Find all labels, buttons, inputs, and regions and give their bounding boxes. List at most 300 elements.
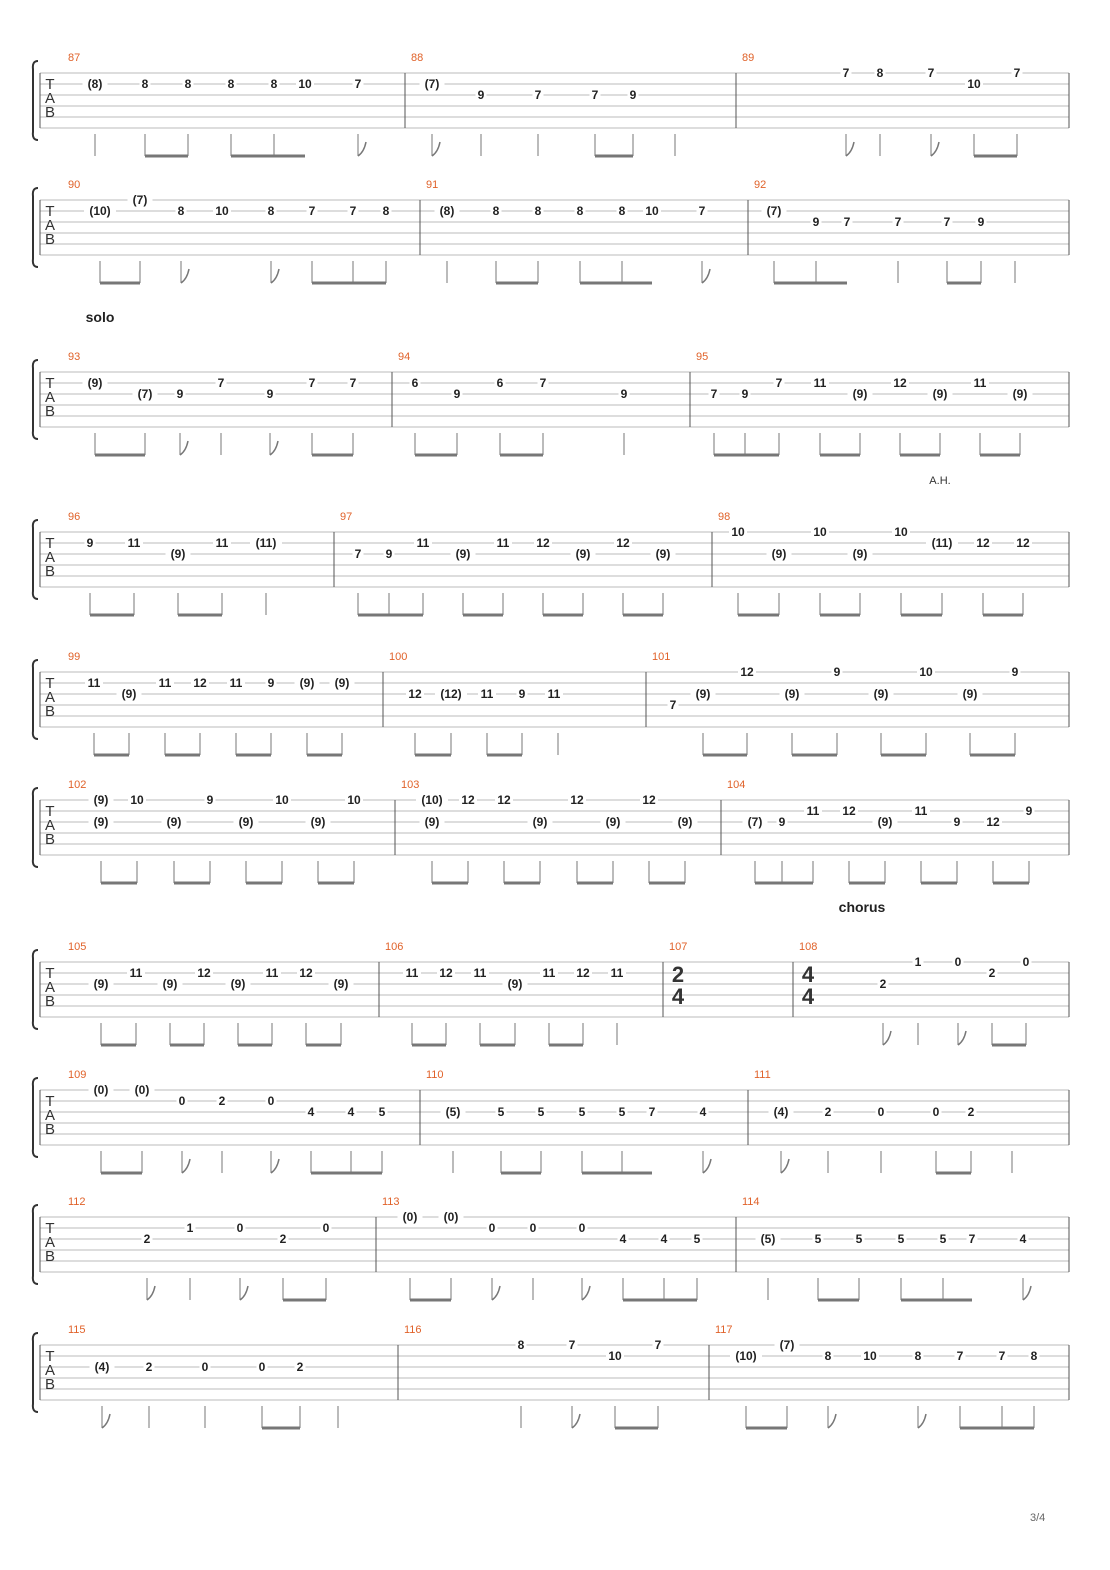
fret-number: 10: [298, 77, 312, 91]
fret-number: 2: [988, 966, 996, 980]
fret-number: 9: [266, 387, 274, 401]
fret-number: 5: [618, 1105, 626, 1119]
system-bracket: [33, 1078, 38, 1157]
fret-number: 9: [518, 687, 526, 701]
tab-label-b: B: [44, 1376, 56, 1393]
fret-number: (7): [779, 1338, 795, 1352]
fret-number: 9: [812, 215, 820, 229]
fret-number: 0: [529, 1221, 537, 1235]
fret-number: (9): [170, 547, 186, 561]
fret-number: 11: [914, 804, 928, 818]
fret-number: (9): [932, 387, 948, 401]
fret-number: (7): [766, 204, 782, 218]
tab-label-t: T: [45, 965, 55, 982]
fret-number: 11: [87, 676, 101, 690]
fret-number: 7: [539, 376, 547, 390]
fret-number: 8: [534, 204, 542, 218]
fret-number: 7: [943, 215, 951, 229]
measure-number: 93: [68, 351, 81, 363]
fret-number: 0: [322, 1221, 330, 1235]
fret-number: 11: [496, 536, 510, 550]
fret-number: 7: [591, 88, 599, 102]
fret-number: (4): [773, 1105, 789, 1119]
fret-number: (10): [89, 204, 111, 218]
fret-number: 7: [217, 376, 225, 390]
fret-number: 0: [578, 1221, 586, 1235]
time-signature-bottom: 4: [801, 984, 815, 1009]
note-flag: [572, 1414, 580, 1428]
fret-number: 12: [197, 966, 211, 980]
fret-number: 12: [642, 793, 656, 807]
note-flag: [271, 1159, 279, 1173]
system-bracket: [33, 188, 38, 267]
fret-number: 7: [568, 1338, 576, 1352]
fret-number: 4: [660, 1232, 668, 1246]
measure-number: 92: [754, 179, 767, 191]
note-flag: [271, 269, 279, 283]
tab-label-b: B: [44, 1248, 56, 1265]
fret-number: 10: [813, 525, 827, 539]
fret-number: 4: [1019, 1232, 1027, 1246]
tab-label-a: A: [44, 1234, 56, 1251]
fret-number: 7: [308, 376, 316, 390]
fret-number: 4: [347, 1105, 355, 1119]
tab-label-b: B: [44, 231, 56, 248]
fret-number: 11: [480, 687, 494, 701]
note-flag: [182, 1159, 190, 1173]
fret-number: 8: [184, 77, 192, 91]
fret-number: 9: [1011, 665, 1019, 679]
fret-number: 12: [576, 966, 590, 980]
system-bracket: [33, 950, 38, 1029]
fret-number: 6: [496, 376, 504, 390]
tab-label-t: T: [45, 1220, 55, 1237]
tab-label-t: T: [45, 535, 55, 552]
tab-label-a: A: [44, 217, 56, 234]
measure-number: 90: [68, 179, 81, 191]
tab-label-b: B: [44, 831, 56, 848]
fret-number: (9): [93, 977, 109, 991]
fret-number: 10: [863, 1349, 877, 1363]
fret-number: 11: [215, 536, 229, 550]
fret-number: 7: [842, 66, 850, 80]
measure-number: 114: [742, 1196, 760, 1208]
fret-number: 10: [967, 77, 981, 91]
fret-number: 4: [619, 1232, 627, 1246]
fret-number: 5: [855, 1232, 863, 1246]
measure-number: 112: [68, 1196, 86, 1208]
fret-number: 11: [416, 536, 430, 550]
fret-number: 7: [843, 215, 851, 229]
fret-number: 9: [1025, 804, 1033, 818]
fret-number: 12: [536, 536, 550, 550]
fret-number: 11: [127, 536, 141, 550]
fret-number: (9): [532, 815, 548, 829]
fret-number: 8: [517, 1338, 525, 1352]
measure-number: 113: [382, 1196, 400, 1208]
fret-number: 12: [893, 376, 907, 390]
measure-number: 94: [398, 351, 411, 363]
fret-number: 5: [939, 1232, 947, 1246]
fret-number: (9): [852, 547, 868, 561]
time-signature-top: 4: [801, 962, 815, 987]
fret-number: 7: [710, 387, 718, 401]
page-number: 3/4: [1030, 1512, 1046, 1524]
tab-label-t: T: [45, 675, 55, 692]
fret-number: (0): [402, 1210, 418, 1224]
note-flag: [703, 1159, 711, 1173]
fret-number: 7: [349, 376, 357, 390]
fret-number: 0: [236, 1221, 244, 1235]
fret-number: 7: [669, 698, 677, 712]
fret-number: (9): [962, 687, 978, 701]
fret-number: (11): [255, 536, 277, 550]
tab-label-a: A: [44, 549, 56, 566]
fret-number: 12: [842, 804, 856, 818]
fret-number: 5: [693, 1232, 701, 1246]
note-flag: [270, 441, 278, 455]
fret-number: 2: [145, 1360, 153, 1374]
fret-number: (9): [575, 547, 591, 561]
fret-number: 8: [576, 204, 584, 218]
note-flag: [492, 1286, 500, 1300]
fret-number: 12: [976, 536, 990, 550]
measure-number: 102: [68, 779, 87, 791]
fret-number: (5): [445, 1105, 461, 1119]
tab-label-a: A: [44, 1107, 56, 1124]
fret-number: 11: [229, 676, 243, 690]
fret-number: 0: [932, 1105, 940, 1119]
measure-number: 104: [727, 779, 746, 791]
fret-number: (7): [747, 815, 763, 829]
fret-number: (10): [421, 793, 443, 807]
note-flag: [180, 441, 188, 455]
fret-number: (9): [334, 676, 350, 690]
note-flag: [582, 1286, 590, 1300]
fret-number: 8: [270, 77, 278, 91]
measure-number: 101: [652, 651, 671, 663]
fret-number: 9: [477, 88, 485, 102]
fret-number: 7: [534, 88, 542, 102]
tab-label-b: B: [44, 993, 56, 1010]
fret-number: 11: [813, 376, 827, 390]
fret-number: (0): [443, 1210, 459, 1224]
measure-number: 108: [799, 941, 818, 953]
fret-number: (9): [121, 687, 137, 701]
fret-number: 2: [143, 1232, 151, 1246]
fret-number: 9: [833, 665, 841, 679]
fret-number: 7: [349, 204, 357, 218]
fret-number: 6: [411, 376, 419, 390]
fret-number: (9): [852, 387, 868, 401]
fret-number: (9): [93, 815, 109, 829]
fret-number: 11: [158, 676, 172, 690]
measure-number: 89: [742, 52, 755, 64]
system-bracket: [33, 788, 38, 867]
tab-label-b: B: [44, 563, 56, 580]
fret-number: 2: [279, 1232, 287, 1246]
fret-number: 5: [578, 1105, 586, 1119]
fret-number: 0: [201, 1360, 209, 1374]
system-bracket: [33, 660, 38, 739]
fret-number: 5: [497, 1105, 505, 1119]
fret-number: (9): [166, 815, 182, 829]
fret-number: 8: [914, 1349, 922, 1363]
fret-number: (10): [735, 1349, 757, 1363]
fret-number: 8: [824, 1349, 832, 1363]
fret-number: 11: [806, 804, 820, 818]
measure-number: 117: [715, 1324, 733, 1336]
fret-number: (9): [771, 547, 787, 561]
measure-number: 109: [68, 1069, 87, 1081]
fret-number: (9): [677, 815, 693, 829]
measure-number: 95: [696, 351, 709, 363]
tab-label-t: T: [45, 803, 55, 820]
fret-number: 7: [998, 1349, 1006, 1363]
fret-number: 7: [354, 547, 362, 561]
measure-number: 98: [718, 511, 731, 523]
section-label-chorus: chorus: [838, 899, 886, 915]
measure-number: 105: [68, 941, 87, 953]
fret-number: 11: [265, 966, 279, 980]
fret-number: 10: [645, 204, 659, 218]
note-flag: [432, 142, 440, 156]
tab-label-a: A: [44, 689, 56, 706]
fret-number: 4: [699, 1105, 707, 1119]
fret-number: (7): [137, 387, 153, 401]
tab-label-a: A: [44, 979, 56, 996]
measure-number: 96: [68, 511, 81, 523]
note-flag: [102, 1414, 110, 1428]
fret-number: 7: [775, 376, 783, 390]
fret-number: 7: [927, 66, 935, 80]
fret-number: 8: [141, 77, 149, 91]
fret-number: 9: [86, 536, 94, 550]
tab-label-t: T: [45, 203, 55, 220]
fret-number: 12: [193, 676, 207, 690]
time-signature-top: 2: [671, 962, 685, 987]
note-flag: [846, 142, 854, 156]
fret-number: 12: [986, 815, 1000, 829]
fret-number: (7): [424, 77, 440, 91]
tab-label-a: A: [44, 1362, 56, 1379]
tab-label-b: B: [44, 1121, 56, 1138]
fret-number: 11: [973, 376, 987, 390]
tab-label-b: B: [44, 104, 56, 121]
tab-label-t: T: [45, 1348, 55, 1365]
fret-number: (9): [1012, 387, 1028, 401]
fret-number: 8: [492, 204, 500, 218]
fret-number: 11: [129, 966, 143, 980]
fret-number: (0): [134, 1083, 150, 1097]
fret-number: 12: [740, 665, 754, 679]
fret-number: 12: [299, 966, 313, 980]
fret-number: 7: [956, 1349, 964, 1363]
fret-number: (9): [605, 815, 621, 829]
fret-number: (9): [424, 815, 440, 829]
fret-number: 4: [307, 1105, 315, 1119]
fret-number: 10: [731, 525, 745, 539]
section-label-solo: solo: [85, 309, 115, 325]
fret-number: 9: [620, 387, 628, 401]
fret-number: (9): [238, 815, 254, 829]
fret-number: 1: [186, 1221, 194, 1235]
fret-number: 9: [778, 815, 786, 829]
fret-number: 7: [1013, 66, 1021, 80]
measure-number: 99: [68, 651, 81, 663]
fret-number: 2: [879, 977, 887, 991]
fret-number: (9): [507, 977, 523, 991]
fret-number: 10: [275, 793, 289, 807]
fret-number: 0: [258, 1360, 266, 1374]
note-flag: [181, 269, 189, 283]
system-bracket: [33, 360, 38, 439]
system-bracket: [33, 61, 38, 140]
fret-number: 0: [178, 1094, 186, 1108]
fret-number: 12: [616, 536, 630, 550]
fret-number: 8: [227, 77, 235, 91]
fret-number: (9): [87, 376, 103, 390]
tab-label-b: B: [44, 703, 56, 720]
note-flag: [781, 1159, 789, 1173]
fret-number: 10: [608, 1349, 622, 1363]
fret-number: 8: [177, 204, 185, 218]
measure-number: 87: [68, 52, 81, 64]
fret-number: 9: [206, 793, 214, 807]
tab-label-b: B: [44, 403, 56, 420]
fret-number: (9): [655, 547, 671, 561]
fret-number: (8): [439, 204, 455, 218]
measure-number: 91: [426, 179, 439, 191]
measure-number: 116: [404, 1324, 422, 1336]
system-bracket: [33, 1333, 38, 1412]
note-flag: [147, 1286, 155, 1300]
note-flag: [358, 142, 366, 156]
note-flag: [883, 1031, 891, 1045]
fret-number: (9): [784, 687, 800, 701]
fret-number: 0: [954, 955, 962, 969]
fret-number: 9: [629, 88, 637, 102]
fret-number: (9): [695, 687, 711, 701]
fret-number: (9): [310, 815, 326, 829]
fret-number: (9): [230, 977, 246, 991]
fret-number: 2: [296, 1360, 304, 1374]
measure-number: 106: [385, 941, 404, 953]
fret-number: (12): [440, 687, 462, 701]
fret-number: 12: [570, 793, 584, 807]
note-flag: [918, 1414, 926, 1428]
fret-number: (11): [931, 536, 953, 550]
fret-number: 9: [385, 547, 393, 561]
fret-number: 2: [824, 1105, 832, 1119]
fret-number: 9: [977, 215, 985, 229]
system-bracket: [33, 1205, 38, 1284]
note-flag: [931, 142, 939, 156]
fret-number: 11: [547, 687, 561, 701]
fret-number: (9): [873, 687, 889, 701]
fret-number: 7: [654, 1338, 662, 1352]
fret-number: 9: [267, 676, 275, 690]
fret-number: 8: [618, 204, 626, 218]
fret-number: (5): [760, 1232, 776, 1246]
fret-number: 7: [308, 204, 316, 218]
fret-number: 9: [741, 387, 749, 401]
note-flag: [828, 1414, 836, 1428]
fret-number: 12: [497, 793, 511, 807]
fret-number: 10: [215, 204, 229, 218]
fret-number: 11: [405, 966, 419, 980]
fret-number: 11: [542, 966, 556, 980]
fret-number: (4): [94, 1360, 110, 1374]
fret-number: 5: [897, 1232, 905, 1246]
fret-number: 7: [354, 77, 362, 91]
measure-number: 111: [754, 1069, 771, 1081]
fret-number: (9): [93, 793, 109, 807]
fret-number: 1: [914, 955, 922, 969]
fret-number: 10: [919, 665, 933, 679]
fret-number: (9): [299, 676, 315, 690]
fret-number: (9): [877, 815, 893, 829]
fret-number: 12: [408, 687, 422, 701]
measure-number: 115: [68, 1324, 86, 1336]
tab-label-t: T: [45, 375, 55, 392]
fret-number: 0: [267, 1094, 275, 1108]
system-bracket: [33, 520, 38, 599]
fret-number: 8: [382, 204, 390, 218]
fret-number: 2: [967, 1105, 975, 1119]
measure-number: 88: [411, 52, 424, 64]
fret-number: 0: [877, 1105, 885, 1119]
fret-number: 8: [1030, 1349, 1038, 1363]
tab-label-t: T: [45, 76, 55, 93]
fret-number: 8: [267, 204, 275, 218]
fret-number: 10: [347, 793, 361, 807]
fret-number: 0: [1022, 955, 1030, 969]
tab-label-a: A: [44, 90, 56, 107]
fret-number: 5: [537, 1105, 545, 1119]
fret-number: 5: [378, 1105, 386, 1119]
note-flag: [958, 1031, 966, 1045]
fret-number: 7: [968, 1232, 976, 1246]
artificial-harmonic-label: A.H.: [929, 475, 951, 487]
measure-number: 100: [389, 651, 408, 663]
fret-number: (9): [162, 977, 178, 991]
measure-number: 97: [340, 511, 353, 523]
time-signature-bottom: 4: [671, 984, 685, 1009]
measure-number: 107: [669, 941, 688, 953]
fret-number: (0): [93, 1083, 109, 1097]
note-flag: [240, 1286, 248, 1300]
fret-number: 7: [698, 204, 706, 218]
note-flag: [1023, 1286, 1031, 1300]
fret-number: 10: [130, 793, 144, 807]
fret-number: 5: [814, 1232, 822, 1246]
tab-label-a: A: [44, 817, 56, 834]
fret-number: 9: [453, 387, 461, 401]
fret-number: 7: [894, 215, 902, 229]
measure-number: 103: [401, 779, 420, 791]
measure-number: 110: [426, 1069, 444, 1081]
fret-number: 11: [610, 966, 624, 980]
fret-number: 12: [439, 966, 453, 980]
fret-number: 10: [894, 525, 908, 539]
fret-number: 11: [473, 966, 487, 980]
fret-number: 12: [461, 793, 475, 807]
fret-number: 9: [953, 815, 961, 829]
fret-number: (9): [455, 547, 471, 561]
fret-number: 12: [1016, 536, 1030, 550]
fret-number: 9: [176, 387, 184, 401]
